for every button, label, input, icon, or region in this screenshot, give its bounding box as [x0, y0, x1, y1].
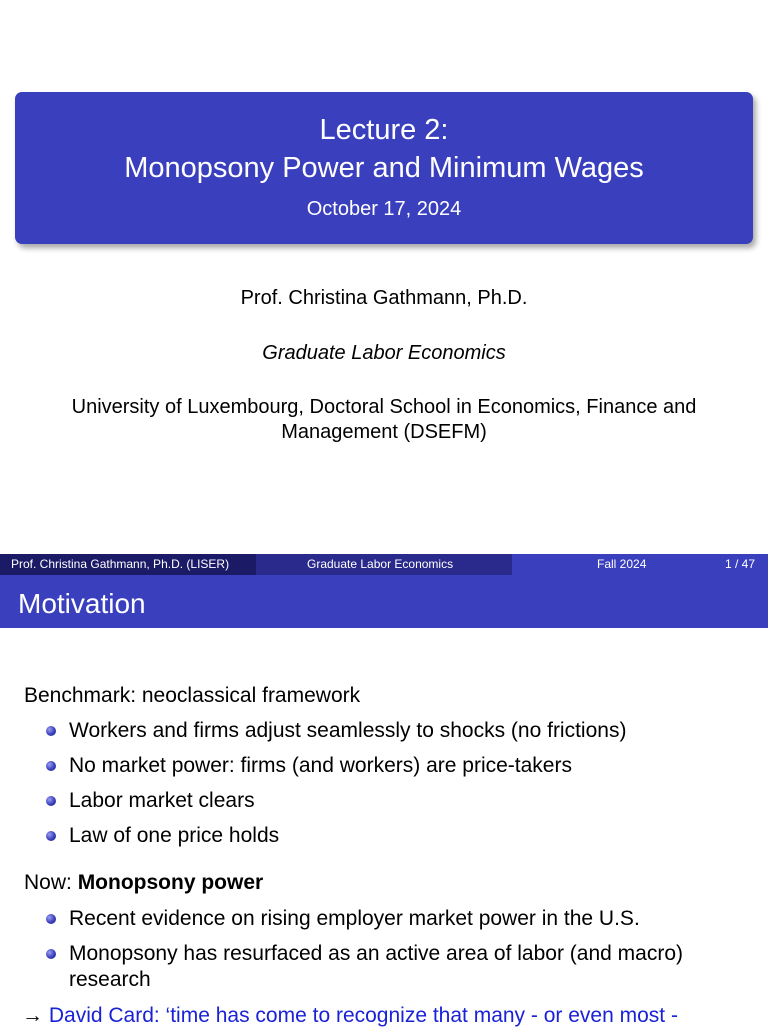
course-name: Graduate Labor Economics — [262, 342, 506, 364]
footer-course: Graduate Labor Economics — [256, 554, 512, 575]
footer-right — [512, 554, 768, 575]
lecture-date: October 17, 2024 — [306, 198, 462, 220]
institution: University of Luxembourg, Doctoral School in Economics, Finance and Management (DSEFM) — [71, 396, 697, 443]
list-item: Monopsony has resurfaced as an active area of labor (and macro) research — [69, 942, 683, 991]
lecture-title: Monopsony Power and Minimum Wages — [124, 152, 644, 184]
bullet-icon — [46, 796, 56, 806]
slide-content — [0, 628, 768, 1027]
quote-text: David Card: ‘time has come to recognize that many - or even most - — [48, 1004, 678, 1027]
lecture-number: Lecture 2: — [319, 114, 449, 146]
quote-line — [22, 1004, 678, 1028]
title-block — [15, 92, 753, 244]
bullet-icon — [46, 831, 56, 841]
list-item: Labor market clears — [69, 789, 255, 812]
arrow-icon: → — [22, 1004, 43, 1027]
benchmark-heading: Benchmark: neoclassical framework — [24, 684, 361, 707]
list-item: Recent evidence on rising employer market power in the U.S. — [69, 907, 640, 930]
now-prefix: Now: — [24, 871, 78, 894]
author-name: Prof. Christina Gathmann, Ph.D. — [240, 287, 528, 309]
footer-author: Prof. Christina Gathmann, Ph.D. (LISER) — [0, 554, 256, 575]
list-item: No market power: firms (and workers) are price-takers — [69, 754, 572, 777]
list-item: Workers and firms adjust seamlessly to shocks (no frictions) — [69, 719, 627, 742]
now-topic: Monopsony power — [77, 871, 264, 894]
footer-page-number: 1 / 47 — [724, 557, 755, 571]
slide-footer — [0, 554, 768, 575]
bullet-icon — [46, 761, 56, 771]
bullet-icon — [46, 949, 56, 959]
footer-term: Fall 2024 — [597, 557, 647, 571]
frame-title: Motivation — [0, 575, 768, 628]
bullet-icon — [46, 726, 56, 736]
list-item: Law of one price holds — [69, 824, 280, 847]
bullet-icon — [46, 914, 56, 924]
now-heading — [24, 871, 263, 895]
